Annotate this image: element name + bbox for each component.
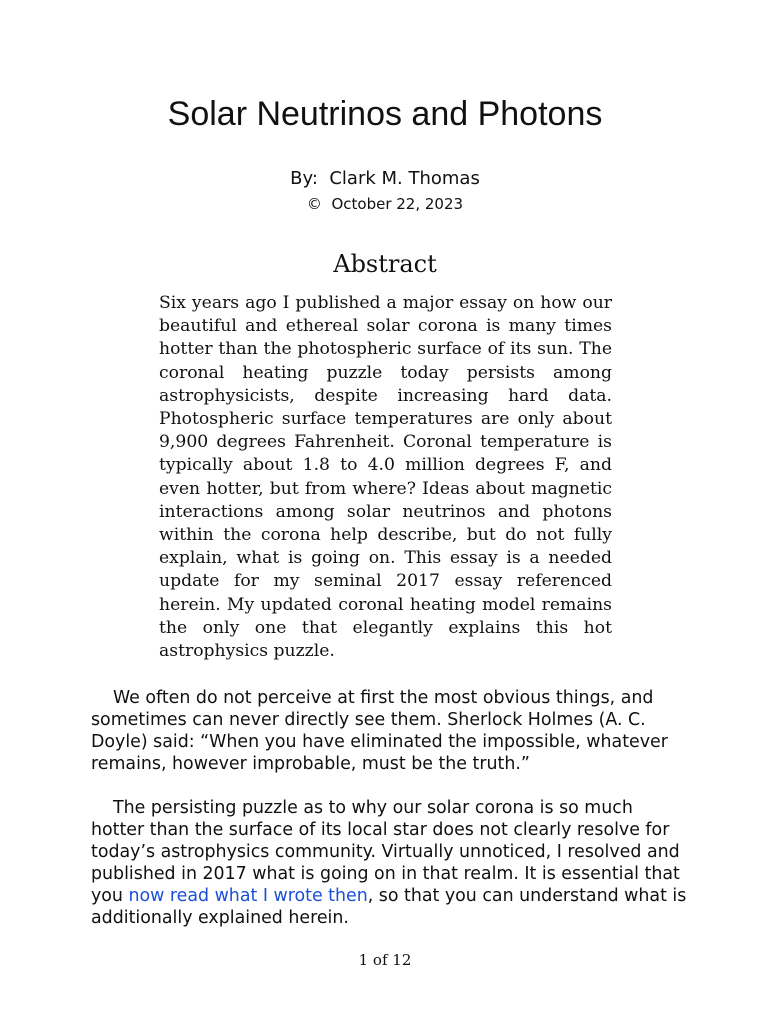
abstract-text: Six years ago I published a major essay on how our beautiful and ethereal solar corona is many times hotter than the photospheric surface of its sun. The coronal heating puzzle today persists among astrophysicists, despite increasing hard data. Photospheric surface temperatures are only about 9,900 degrees Fahrenheit. Coronal temperature is typically about 1.8 to 4.0 million degrees F, and even hotter, but from where? Ideas about magnetic interactions among solar neutrinos and photons within the corona help describe, but do not fully explain, what is going on. This essay is a needed update for my seminal 2017 essay referenced herein. My updated coronal heating model remains the only one that elegantly explains this hot astrophysics puzzle.: [159, 293, 612, 662]
paragraph-2-text-before-link: The persisting puzzle as to why our solar corona is so much hotter than the surface of its local star does not clearly resolve for today’s astrophysics community. Virtually unnoticed, I resolved and published in 2017 what is going on in that realm. It is essential that you: [91, 798, 680, 906]
publication-date: October 22, 2023: [331, 195, 464, 213]
copyright-symbol: ©: [306, 195, 322, 213]
page-number: 1 of 12: [358, 951, 412, 969]
author-byline: By: Clark M. Thomas: [290, 168, 480, 189]
essay-link[interactable]: now read what I wrote then: [128, 886, 368, 906]
body-paragraph-2: [91, 797, 691, 929]
body-paragraph-1: We often do not perceive at first the most obvious things, and sometimes can never directly see them. Sherlock Holmes (A. C. Doyle) said: “When you have eliminated the impossible, whatever remains, however improbable, must be the truth.”: [91, 688, 668, 774]
document-title: Solar Neutrinos and Photons: [167, 95, 603, 133]
copyright-date-line: [0, 194, 770, 214]
paragraph-2-text-after-link: , so that you can understand what is additionally explained herein.: [91, 886, 687, 928]
abstract-heading: Abstract: [333, 250, 437, 278]
